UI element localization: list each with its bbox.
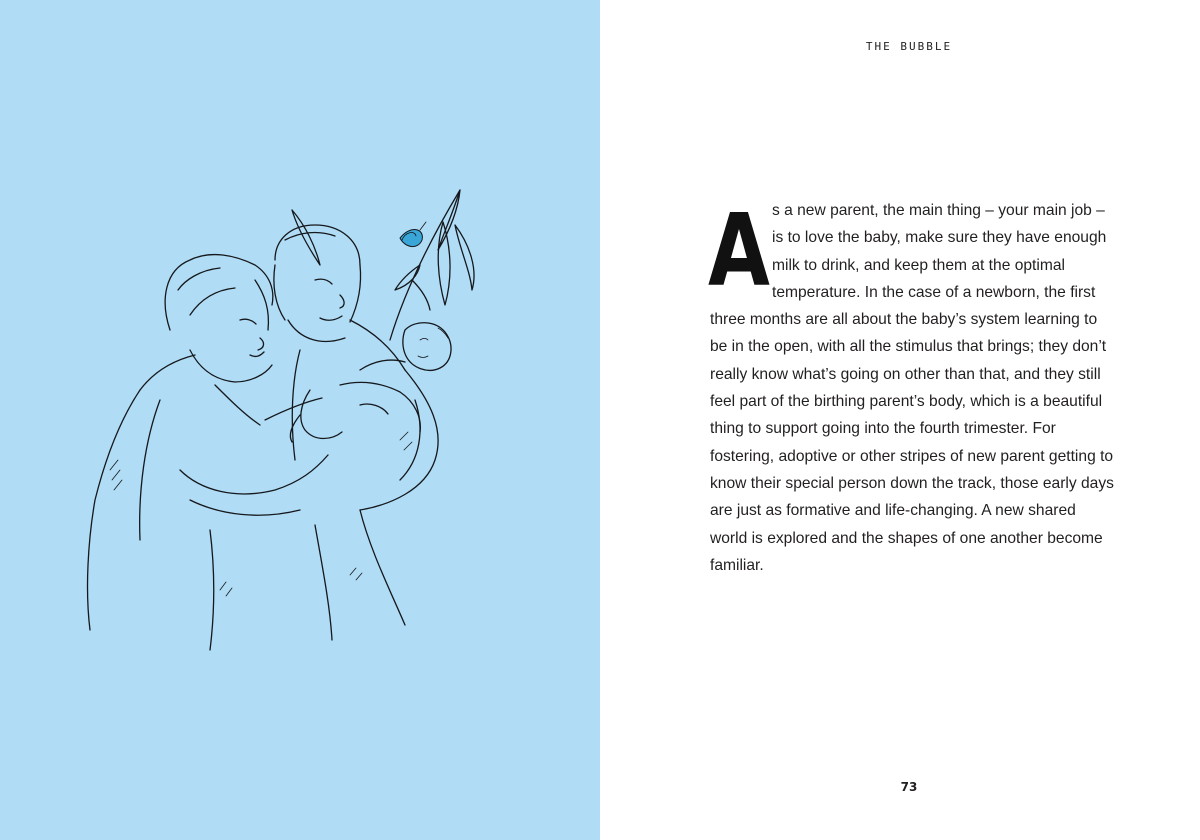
parents-with-newborn-illustration bbox=[60, 170, 500, 670]
butterfly-icon bbox=[400, 222, 426, 247]
running-head: THE BUBBLE bbox=[865, 40, 953, 53]
right-parent bbox=[274, 225, 438, 640]
drop-cap: A bbox=[708, 192, 770, 309]
text-page bbox=[600, 0, 1200, 840]
hatching bbox=[110, 432, 412, 596]
page-number: 73 bbox=[900, 780, 918, 794]
left-parent bbox=[88, 255, 328, 650]
body-paragraph-text: s a new parent, the main thing – your main job – is to love the baby, make sure they have enough milk to drink, and keep them at the optimal temperature. In the case of a newborn, the first three months are all about the baby’s system learning to be in the open, with all the stimulus that brings; they don’t really know what’s going on other than that, and they still feel part of the birthing parent’s body, which is a beautiful thing to support going into the fourth trimester. For fostering, adoptive or other stripes of new parent getting to know their special person down the track, those early days are just as formative and life-changing. A new shared world is explored and the shapes of one another become familiar. bbox=[710, 202, 1114, 574]
eucalyptus-branch-icon bbox=[292, 190, 474, 340]
body-paragraph bbox=[708, 192, 1115, 579]
